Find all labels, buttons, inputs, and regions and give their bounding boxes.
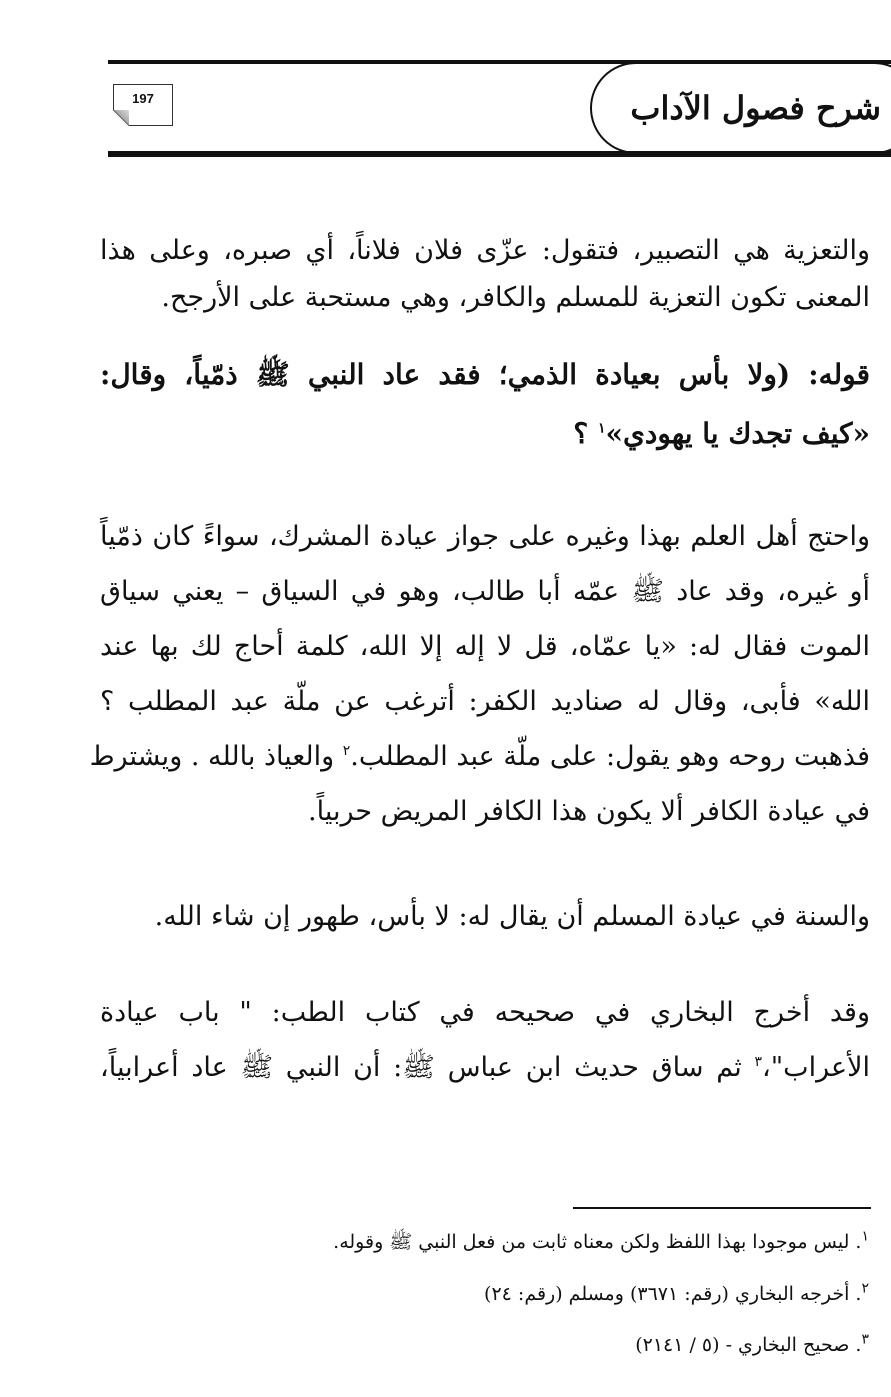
footnote-number: ٣ — [861, 1331, 869, 1348]
text-line: والسنة في عيادة المسلم أن يقال له: لا بأس، طهور إن شاء الله. — [154, 901, 870, 932]
text-line: الله» فأبى، وقال له صناديد الكفر: أترغب عن ملّة عبد المطلب ؟ — [100, 686, 870, 717]
text-segment: ثم ساق حديث ابن عباس ﷺ: أن النبي ﷺ عاد أعرابياً، — [100, 1052, 742, 1083]
text-line-with-ref — [100, 1045, 870, 1090]
footnote-number: ٢ — [861, 1280, 869, 1297]
footnote-text: . ليس موجودا بهذا اللفظ ولكن معناه ثابت من فعل النبي ﷺ وقوله. — [333, 1231, 862, 1253]
footnote-ref: ٣ — [754, 1054, 763, 1070]
paragraph-visiting-mushrik — [89, 514, 871, 834]
page-header-title: شرح فصول الآداب — [630, 89, 881, 127]
text-line: والتعزية هي التصبير، فتقول: عزّى فلان فلاناً، أي صبره، وعلى هذا — [100, 235, 870, 266]
page-number: 197 — [132, 91, 154, 106]
quote-text: «كيف تجدك يا يهودي» — [605, 417, 870, 450]
paragraph-condolence — [100, 228, 870, 320]
footnote-text: . صحيح البخاري - (٥ / ٢١٤١) — [635, 1334, 862, 1356]
text-segment: والعياذ بالله . ويشترط — [89, 741, 343, 772]
text-line-with-ref — [89, 734, 870, 779]
text-segment: الأعراب"، — [762, 1052, 870, 1083]
paragraph-bukhari — [100, 990, 870, 1090]
text-line: الموت فقال له: «يا عمّاه، قل لا إله إلا الله، كلمة أحاج لك بها عند — [100, 631, 870, 662]
text-line: أو غيره، وقد عاد ﷺ عمّه أبا طالب، وهو في السياق – يعني سياق — [100, 576, 871, 607]
page-number-box — [113, 84, 173, 126]
footnote-ref: ١ — [597, 420, 606, 437]
text-segment: فذهبت روحه وهو يقول: على ملّة عبد المطلب. — [350, 741, 870, 772]
footnote-1 — [333, 1230, 869, 1258]
quote-line: قوله: (ولا بأس بعيادة الذمي؛ فقد عاد النبي ﷺ ذمّياً، وقال: — [100, 358, 870, 391]
footnote-text: . أخرجه البخاري (رقم: ٣٦٧١) ومسلم (رقم: ٢٤) — [484, 1283, 862, 1305]
text-line: واحتج أهل العلم بهذا وغيره على جواز عيادة المشرك، سواءً كان ذمّياً — [100, 521, 870, 552]
quote-line-last — [100, 411, 870, 456]
paragraph-sunnah — [100, 894, 870, 939]
footnote-separator — [573, 1207, 871, 1209]
footnote-2 — [484, 1280, 869, 1305]
quote-tail: ؟ — [573, 417, 598, 450]
text-line: وقد أخرج البخاري في صحيحه في كتاب الطب: " باب عيادة — [100, 997, 870, 1028]
text-line: في عيادة الكافر ألا يكون هذا الكافر المريض حربياً. — [308, 796, 870, 827]
text-line: المعنى تكون التعزية للمسلم والكافر، وهي مستحبة على الأرجح. — [161, 282, 870, 313]
header-bottom-rule — [108, 151, 891, 157]
footnote-number: ١ — [861, 1228, 869, 1245]
page-curl-icon — [113, 110, 129, 126]
paragraph-quote — [100, 352, 870, 456]
footnote-ref: ٢ — [342, 743, 351, 759]
footnote-3 — [635, 1331, 869, 1356]
